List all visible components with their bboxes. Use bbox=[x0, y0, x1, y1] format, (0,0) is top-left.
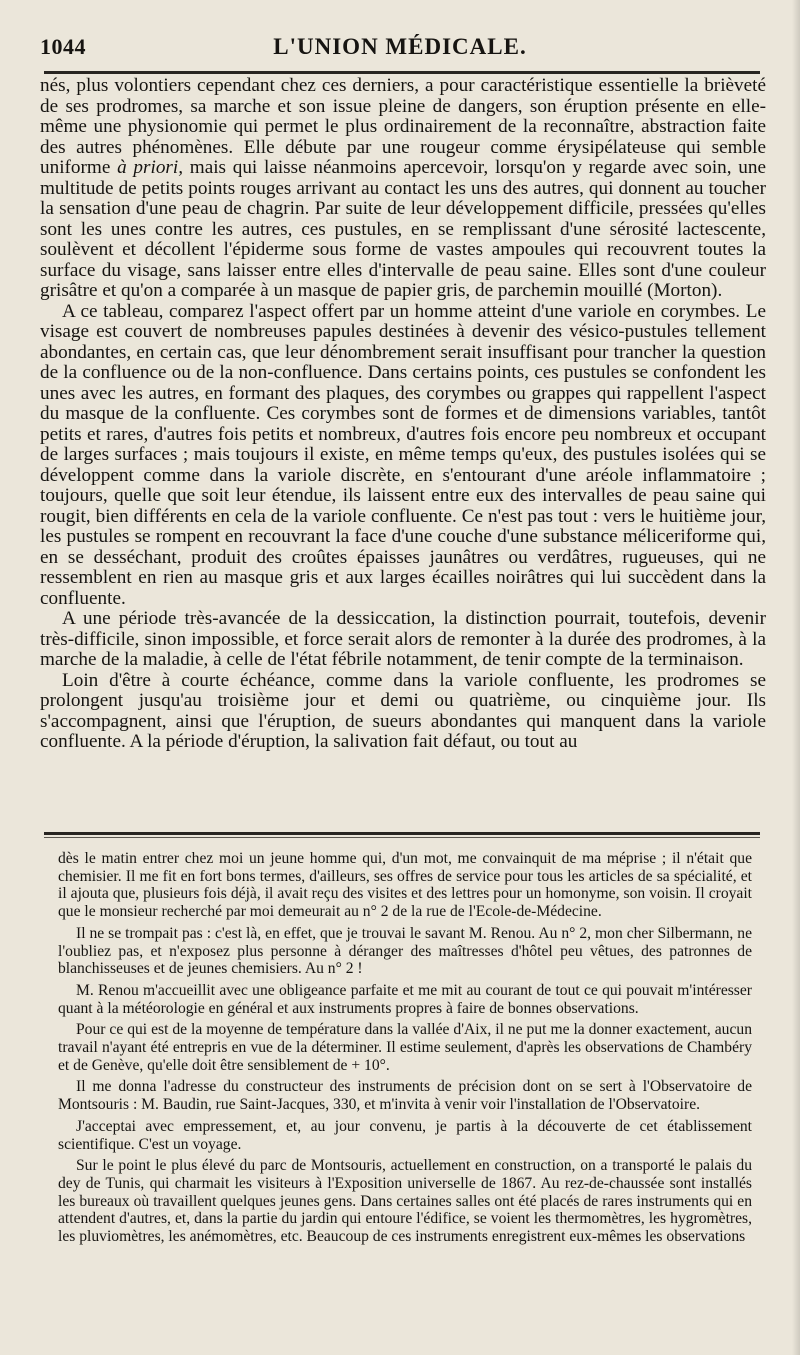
feuilleton-paragraph-1: dès le matin entrer chez moi un jeune homme qui, d'un mot, me convainquit de ma méprise ; il n'était que chemisier. Il me fit en fort bons termes, d'ailleurs, ses offres de service pour tous les articles de sa spécialité, et il ajouta que, plusieurs fois déjà, il avait reçu des visites et des lettres pour un homonyme, son voisin. Il croyait que le monsieur recherché par moi demeurait au n° 2 de la rue de l'Ecole-de-Médecine. bbox=[58, 850, 752, 921]
paragraph-1 bbox=[40, 76, 766, 302]
main-text bbox=[40, 76, 766, 753]
paragraph-2: A ce tableau, comparez l'aspect offert par un homme atteint d'une variole en corymbes. Le visage est couvert de nombreuses papules destinées à devenir des vésico-pustules tellement abondantes, en certain cas, que leur dénombrement serait insuffisant pour trancher la question de la confluence ou de la non-confluence. Dans certains points, ces pustules se confondent les unes avec les autres, en formant des plaques, des corymbes ou grappes qui rappellent l'aspect du masque de la confluente. Ces corymbes sont de formes et de dimensions variables, tantôt petits et rares, d'autres fois petits et nombreux, d'autres fois encore peu nombreux et occupant de larges surfaces ; mais toujours il existe, en même temps qu'eux, des pustules isolées qui se développent comme dans la variole discrète, en s'entourant d'une aréole inflammatoire ; toujours, quelle que soit leur étendue, ils laissent entre eux des intervalles de peau saine qui rougit, bien différents en cela de la variole confluente. Ce n'est pas tout : vers le huitième jour, les pustules se rompent en recouvrant la face d'une couche d'une substance méliceriforme qui, en se desséchant, produit des croûtes épaisses jaunâtres ou verdâtres, rugueuses, qui ne ressemblent en rien au masque gris et aux larges écailles noirâtres qui lui succèdent dans la confluente. bbox=[40, 300, 766, 609]
feuilleton-paragraph-4: Pour ce qui est de la moyenne de température dans la vallée d'Aix, il ne put me la donner exactement, aucun travail n'ayant été entrepris en vue de la déterminer. Il estime seulement, d'après les observations de Chambéry et de Genève, qu'elle doit être sensiblement de + 10°. bbox=[58, 1021, 752, 1074]
page-number: 1044 bbox=[40, 34, 86, 59]
feuilleton-paragraph-3: M. Renou m'accueillit avec une obligeance parfaite et me mit au courant de tout ce qui pouvait m'intéresser quant à la météorologie en général et aux instruments propres à faire de bonnes observations. bbox=[58, 981, 752, 1017]
paragraph-1-italic: à priori, bbox=[117, 157, 184, 178]
feuilleton-paragraph-2: Il ne se trompait pas : c'est là, en effet, que je trouvai le savant M. Renou. Au n° 2, mon cher Silbermann, ne l'oubliez pas, et n'exposez plus personne à déranger des maîtresses d'hôtel peu vêtues, des patronnes de blanchisseuses et de jeunes chemisiers. Au n° 2 ! bbox=[58, 924, 752, 978]
footnote-rule bbox=[44, 832, 760, 835]
paragraph-3: A une période très-avancée de la dessiccation, la distinction pourrait, toutefois, devenir très-difficile, sinon impossible, et force serait alors de remonter à la durée des prodromes, à la marche de la maladie, à celle de l'état fébrile notamment, de tenir compte de la terminaison. bbox=[40, 608, 766, 670]
page-edge-shadow bbox=[792, 0, 800, 1355]
feuilleton-paragraph-7: Sur le point le plus élevé du parc de Montsouris, actuellement en construction, on a transporté le palais du dey de Tunis, qui charmait les visiteurs à l'Exposition universelle de 1867. Au rez-de-chaussée sont installés les bureaux où travaillent quelques jeunes gens. Dans certaines salles ont été placés de rares instruments qui en attendent d'autres, et, dans la partie du jardin qui entoure l'édifice, se voient les thermomètres, les hygromètres, les pluviomètres, les anémomètres, etc. Beaucoup de ces instruments enregistrent eux-mêmes les observations bbox=[58, 1157, 752, 1246]
feuilleton-text bbox=[58, 850, 752, 1250]
paragraph-1-start: nés, plus volontiers cependant chez ces derniers, a pour caractéristique essentielle la brièveté de ses prodromes, sa marche et son issue pleine de dangers, son éruption présente en elle-même une physionomie qui permet le plus ordinairement de la reconnaître, abstraction faite des autres phénomènes. Elle débute par une rougeur comme érysipélateuse qui semble uniforme bbox=[40, 75, 766, 178]
paragraph-4: Loin d'être à courte échéance, comme dans la variole confluente, les prodromes se prolongent jusqu'au troisième jour et demi ou quatrième, ou cinquième jour. Ils s'accompagnent, ainsi que l'éruption, de sueurs abondantes qui manquent dans la variole confluente. A la période d'éruption, la salivation fait défaut, ou tout au bbox=[40, 669, 766, 752]
header-rule bbox=[44, 71, 760, 74]
footnote-rule-thin bbox=[44, 837, 760, 838]
running-title: L'UNION MÉDICALE. bbox=[273, 34, 527, 59]
feuilleton-paragraph-6: J'acceptai avec empressement, et, au jour convenu, je partis à la découverte de cet établissement scientifique. C'est un voyage. bbox=[58, 1117, 752, 1153]
page-header bbox=[40, 30, 760, 62]
paragraph-1-end: mais qui laisse néanmoins apercevoir, lorsqu'on y regarde avec soin, une multitude de petits points rouges arrivant au contact les uns des autres, qui donnent au toucher la sensation d'une peau de chagrin. Par suite de leur développement difficile, pressées qu'elles sont les unes contre les autres, ces pustules, en se remplissant d'une sérosité lactescente, soulèvent et décollent l'épiderme sous forme de vastes ampoules qui recouvrent toutes la surface du visage, sans laisser entre elles d'intervalle de peau saine. Elles sont d'une couleur grisâtre et qu'on a comparée à un masque de papier gris, de parchemin mouillé (Morton). bbox=[40, 157, 767, 301]
feuilleton-paragraph-5: Il me donna l'adresse du constructeur des instruments de précision dont on se sert à l'Observatoire de Montsouris : M. Baudin, rue Saint-Jacques, 330, et m'invita à venir voir l'installation de l'Observatoire. bbox=[58, 1078, 752, 1114]
